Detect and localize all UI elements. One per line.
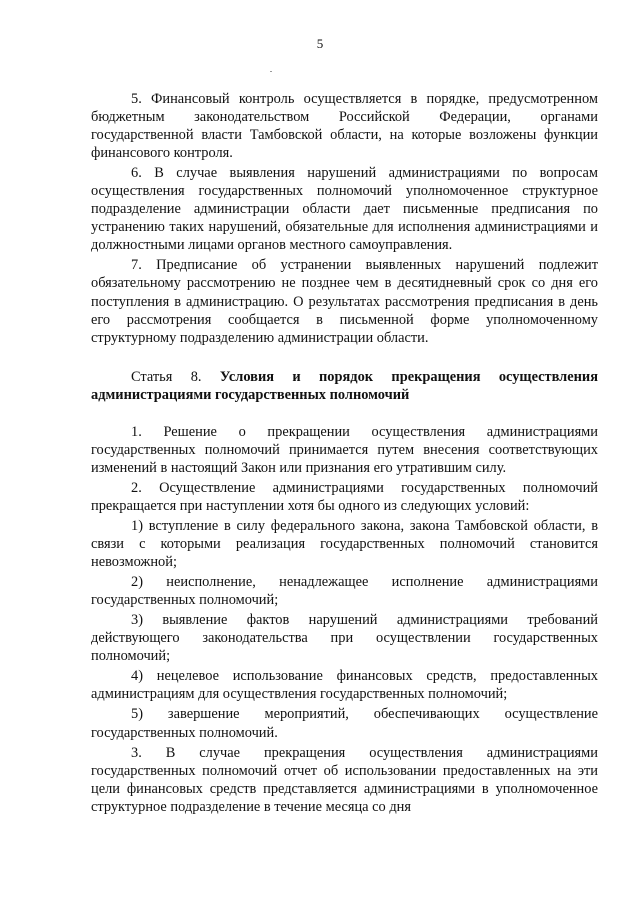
condition-5: 5) завершение мероприятий, обеспечивающих осуществление государственных полномочий. <box>91 706 598 741</box>
article-heading <box>91 368 598 404</box>
article-label: Статья 8. <box>131 368 202 385</box>
paragraph-6-violations: 6. В случае выявления нарушений администрациями по вопросам осуществления государственных полномочий уполномоченное структурное подразделение администрации области дает письменные предписания по устранению таких нарушений, обязательные для исполнения администрациями и должностными лицами органов местного самоуправления. <box>91 165 598 254</box>
paragraph-5-financial-control: 5. Финансовый контроль осуществляется в порядке, предусмотренном бюджетным законодательством Российской Федерации, органами государственной власти Тамбовской области, на которые возложены функции финансового контроля. <box>91 91 598 162</box>
condition-1: 1) вступление в силу федерального закона, закона Тамбовской области, в связи с которыми реализация государственных полномочий становится невозможной; <box>91 517 598 571</box>
paragraph-3-report: 3. В случае прекращения осуществления администрациями государственных полномочий отчет об использовании предоставленных на эти цели финансовых средств представляется администрациями в уполномоченное структурное подразделение в течение месяца со дня <box>91 744 598 815</box>
article-title: Условия и порядок прекращения осуществления администрациями государственных полномочий <box>91 368 599 403</box>
condition-4: 4) нецелевое использование финансовых средств, предоставленных администрациям для осуществления государственных полномочий; <box>91 668 598 703</box>
document-body <box>91 90 598 816</box>
scan-speck <box>270 71 272 72</box>
paragraph-2-termination-conditions: 2. Осуществление администрациями государственных полномочий прекращается при наступлении хотя бы одного из следующих условий: <box>91 479 598 514</box>
page-number: 5 <box>316 36 324 51</box>
condition-2: 2) неисполнение, ненадлежащее исполнение администрациями государственных полномочий; <box>91 574 598 609</box>
paragraph-1-decision: 1. Решение о прекращении осуществления администрациями государственных полномочий принимается путем внесения соответствующих изменений в настоящий Закон или признания его утратившим силу. <box>91 423 598 476</box>
paragraph-7-prescription: 7. Предписание об устранении выявленных нарушений подлежит обязательному рассмотрению не позднее чем в десятидневный срок со дня его поступления в администрацию. О результатах рассмотрения предписания в день его рассмотрения сообщается в письменной форме уполномоченному структурному подразделению администрации области. <box>91 257 598 346</box>
condition-3: 3) выявление фактов нарушений администрациями требований действующего законодательства при осуществлении государственных полномочий; <box>91 612 598 665</box>
